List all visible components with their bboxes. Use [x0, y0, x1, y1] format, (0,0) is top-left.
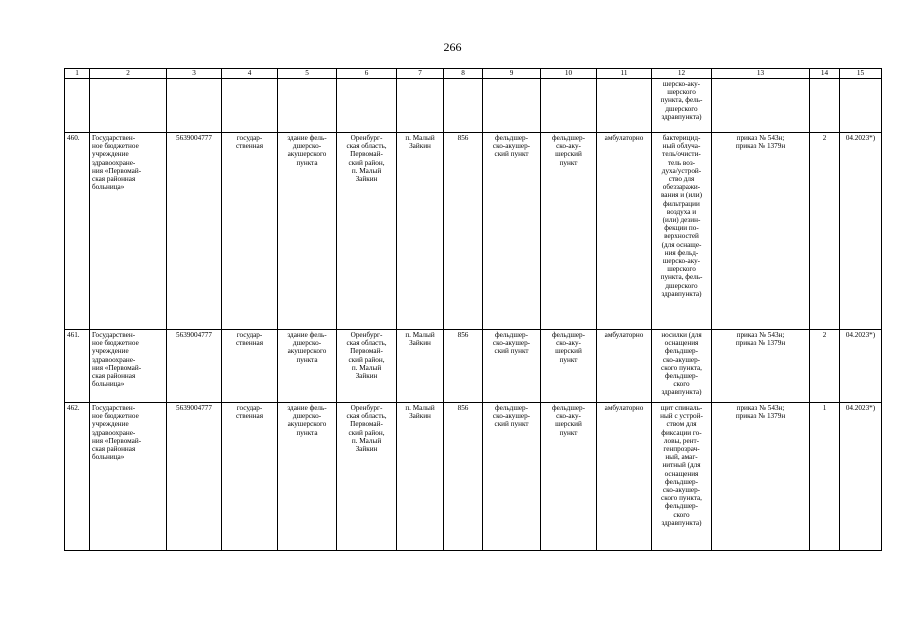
ownership-cell: государ- ственная — [222, 133, 278, 330]
unit-cell: фельдшер- ско-аку- шерский пункт — [541, 403, 597, 551]
building-cell: здание фель- дшерско- акушерского пункта — [278, 133, 337, 330]
col-header: 12 — [652, 69, 712, 79]
col-header: 14 — [810, 69, 840, 79]
code-cell: 856 — [444, 330, 483, 403]
ownership-cell: государ- ственная — [222, 330, 278, 403]
settlement-cell: п. Малый Зайкин — [397, 403, 444, 551]
order-cell: приказ № 543н; приказ № 1379н — [712, 133, 810, 330]
settlement-cell: п. Малый Зайкин — [397, 133, 444, 330]
col-header: 11 — [597, 69, 652, 79]
building-cell: здание фель- дшерско- акушерского пункта — [278, 330, 337, 403]
order-cell: приказ № 543н; приказ № 1379н — [712, 330, 810, 403]
equipment-cell: носилки (для оснащения фельдшер- ско-акушер- ского пункта, фельдшер- ского здравпункта) — [652, 330, 712, 403]
col-header: 8 — [444, 69, 483, 79]
row-number: 461. — [65, 330, 90, 403]
care-form-cell: амбулаторно — [597, 403, 652, 551]
equipment-cell: шерско-аку- шерского пункта, фель- дшерского здравпункта) — [652, 79, 712, 133]
settlement-cell: п. Малый Зайкин — [397, 330, 444, 403]
col-header: 9 — [483, 69, 541, 79]
table-row — [65, 403, 882, 551]
continuation-row — [65, 79, 882, 133]
row-number: 460. — [65, 133, 90, 330]
col-header: 15 — [840, 69, 882, 79]
quantity-cell: 1 — [810, 403, 840, 551]
organization-name: Государствен- ное бюджетное учреждение здравоохране- ния «Первомай- ская районная больница» — [90, 133, 167, 330]
col-header: 10 — [541, 69, 597, 79]
quantity-cell: 2 — [810, 133, 840, 330]
unit-cell: фельдшер- ско-аку- шерский пункт — [541, 133, 597, 330]
address-cell: Оренбург- ская область, Первомай- ский район, п. Малый Зайкин — [337, 330, 397, 403]
unit-type-cell: фельдшер- ско-акушер- ский пункт — [483, 403, 541, 551]
date-cell: 04.2023*) — [840, 330, 882, 403]
address-cell: Оренбург- ская область, Первомай- ский район, п. Малый Зайкин — [337, 133, 397, 330]
date-cell: 04.2023*) — [840, 133, 882, 330]
quantity-cell: 2 — [810, 330, 840, 403]
organization-name: Государствен- ное бюджетное учреждение здравоохране- ния «Первомай- ская районная больница» — [90, 330, 167, 403]
code-cell: 856 — [444, 403, 483, 551]
ownership-cell: государ- ственная — [222, 403, 278, 551]
table-row — [65, 330, 882, 403]
col-header: 13 — [712, 69, 810, 79]
inn-cell: 5639004777 — [167, 403, 222, 551]
equipment-cell: щит спиналь- ный с устрой- ством для фиксации го- ловы, рент- генпрозрач- ный, амаг- нитный (для оснащения фельдшер- ско-акушер- ского пункта, фельдшер- ского здравпункта) — [652, 403, 712, 551]
inn-cell: 5639004777 — [167, 133, 222, 330]
unit-type-cell: фельдшер- ско-акушер- ский пункт — [483, 330, 541, 403]
date-cell: 04.2023*) — [840, 403, 882, 551]
col-header: 7 — [397, 69, 444, 79]
unit-type-cell: фельдшер- ско-акушер- ский пункт — [483, 133, 541, 330]
col-header: 4 — [222, 69, 278, 79]
col-header: 3 — [167, 69, 222, 79]
address-cell: Оренбург- ская область, Первомай- ский район, п. Малый Зайкин — [337, 403, 397, 551]
row-number: 462. — [65, 403, 90, 551]
register-table — [64, 68, 882, 551]
page-number: 266 — [443, 40, 462, 54]
column-number-row — [65, 69, 882, 79]
table-row — [65, 133, 882, 330]
care-form-cell: амбулаторно — [597, 133, 652, 330]
organization-name: Государствен- ное бюджетное учреждение здравоохране- ния «Первомай- ская районная больница» — [90, 403, 167, 551]
equipment-cell: бактерицид- ный облуча- тель/очисти- тель воз- духа/устрой- ство для обеззаражи- вания и (или) фильтрации воздуха и (или) дезин- фекции по- верхностей (для оснаще- ния фельд- шерско-аку- шерского пункта, фель- дшерского здравпункта) — [652, 133, 712, 330]
inn-cell: 5639004777 — [167, 330, 222, 403]
col-header: 1 — [65, 69, 90, 79]
order-cell: приказ № 543н; приказ № 1379н — [712, 403, 810, 551]
code-cell: 856 — [444, 133, 483, 330]
col-header: 5 — [278, 69, 337, 79]
col-header: 2 — [90, 69, 167, 79]
col-header: 6 — [337, 69, 397, 79]
building-cell: здание фель- дшерско- акушерского пункта — [278, 403, 337, 551]
care-form-cell: амбулаторно — [597, 330, 652, 403]
unit-cell: фельдшер- ско-аку- шерский пункт — [541, 330, 597, 403]
